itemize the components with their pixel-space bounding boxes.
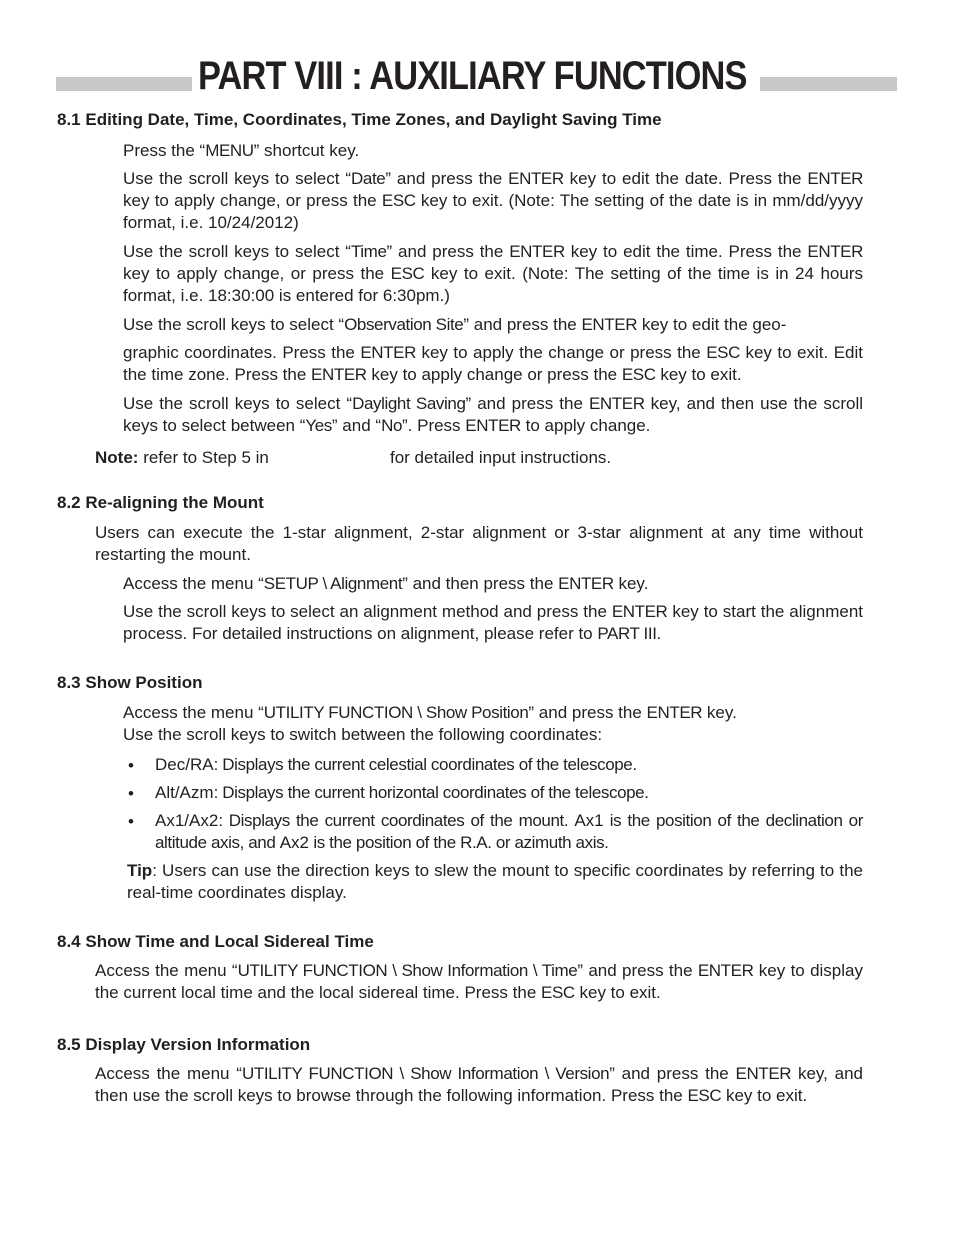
text-run: .: [656, 624, 662, 643]
s81-p4b: [123, 342, 863, 386]
text-run: key to exit. Edit the time zone. Press the: [123, 343, 863, 384]
key-term: : Displays the current horizontal coordinates of the telescope.: [213, 783, 649, 802]
key-term: Daylight Saving: [352, 394, 466, 413]
bullet-dot: •: [128, 756, 134, 775]
key-term: ENTER: [360, 343, 416, 362]
text-run: Access the menu “: [95, 961, 238, 980]
s81-p5: [123, 393, 863, 437]
key-term: ENTER: [465, 416, 521, 435]
s83-p2: Use the scroll keys to switch between the following coordinates:: [123, 725, 603, 744]
text-run: key to exit. (Note: The setting of the time is in 24 hours format, i.e. 18:30:00 is entered for 6:30pm.): [123, 264, 863, 305]
key-term: ENTER: [311, 365, 367, 384]
key-term: Yes: [305, 416, 332, 435]
key-term: ESC: [390, 264, 425, 283]
s85-p1: [95, 1063, 863, 1107]
s81-note-b: for detailed input instructions.: [390, 448, 612, 467]
text-run: ” and press the: [609, 1064, 736, 1083]
key-term: : Displays the current coordinates of the mount.: [218, 811, 575, 830]
key-term: ENTER: [807, 169, 864, 188]
text-run: ” and then press the: [402, 574, 559, 593]
key-term: No: [381, 416, 402, 435]
note-text-a: refer to Step 5 in: [143, 448, 269, 467]
key-term: ENTER: [558, 574, 614, 593]
key-term: ENTER: [646, 703, 703, 722]
key-term: ESC: [706, 343, 740, 362]
text-run: graphic coordinates. Press the: [123, 343, 361, 362]
key-term: UTILITY FUNCTION \ Show Position: [263, 703, 529, 722]
text-run: key to apply the change or press the: [415, 343, 707, 362]
s82-p3: [123, 601, 863, 645]
text-run: to apply change.: [520, 416, 651, 435]
s84-p1: [95, 960, 863, 1004]
key-term: UTILITY FUNCTION \ Show Information \ Time: [237, 961, 578, 980]
text-run: Press the “: [123, 141, 206, 160]
key-term: is the position of the R.A. or azimuth axis.: [309, 833, 609, 852]
text-run: key, and then use the scroll keys to select between “: [123, 394, 863, 435]
text-run: Ax2: [279, 833, 310, 852]
key-term: ENTER: [588, 394, 645, 413]
text-run: Use the scroll keys to select “: [123, 394, 353, 413]
key-term: ENTER: [581, 315, 638, 334]
s81-p3: [123, 241, 863, 307]
key-term: ESC: [381, 191, 416, 210]
text-run: key to edit the date. Press the: [563, 169, 808, 188]
text-run: ” and press the: [465, 394, 589, 413]
text-run: key.: [702, 703, 737, 722]
text-run: key to exit.: [655, 365, 742, 384]
section-8-2-heading: 8.2 Re-aligning the Mount: [57, 493, 264, 512]
page-header: [56, 56, 897, 96]
text-run: key to edit the time. Press the: [564, 242, 808, 261]
key-term: Date: [351, 169, 386, 188]
text-run: key to apply change, or press the: [123, 264, 391, 283]
text-run: Use the scroll keys to select an alignment method and press the: [123, 602, 612, 621]
key-term: : Displays the current celestial coordinates of the telescope.: [213, 755, 637, 774]
s83-p1: [123, 702, 863, 724]
s81-p2: [123, 168, 863, 234]
text-run: key to exit. (Note: The setting of the date is in mm/dd/yyyy format, i.e. 10/24/2012): [123, 191, 863, 232]
text-run: Access the menu “: [123, 574, 264, 593]
text-run: ” and press the: [386, 242, 510, 261]
text-run: key to start the alignment process. For detailed instructions on alignment, please refer to: [123, 602, 863, 643]
key-term: Time: [350, 242, 387, 261]
key-term: ENTER: [807, 242, 863, 261]
text-run: key, and then use the scroll keys to browse through the following information. Press the: [95, 1064, 864, 1105]
text-run: ” and press the: [385, 169, 509, 188]
text-run: Dec/RA: [155, 755, 214, 774]
note-label: Note:: [95, 448, 139, 467]
s83-tip: [127, 860, 863, 904]
key-term: ENTER: [509, 242, 565, 261]
text-run: key to apply change or press the: [366, 365, 622, 384]
key-term: SETUP \ Alignment: [263, 574, 403, 593]
text-run: ”. Press: [402, 416, 466, 435]
section-8-5-heading: 8.5 Display Version Information: [57, 1035, 311, 1054]
key-term: ESC: [687, 1086, 722, 1105]
key-term: UTILITY FUNCTION \ Show Information \ Version: [241, 1064, 610, 1083]
key-term: ENTER: [611, 602, 668, 621]
page-title: PART VIII : AUXILIARY FUNCTIONS: [198, 54, 747, 98]
key-term: ENTER: [735, 1064, 792, 1083]
s82-p2: [123, 573, 863, 595]
key-term: ENTER: [697, 961, 754, 980]
key-term: ESC: [541, 983, 575, 1002]
key-term: is the position of the declination or altitude axis, and: [155, 811, 863, 852]
key-term: Observation Site: [344, 315, 464, 334]
text-run: Access the menu “: [95, 1064, 242, 1083]
s81-note: [95, 447, 395, 469]
tip-text: : Users can use the direction keys to slew the mount to specific coordinates by referring to the real-time coordinates display.: [127, 861, 863, 902]
text-run: key to display the current local time and the local sidereal time. Press the: [95, 961, 863, 1002]
text-run: Ax1: [574, 811, 604, 830]
text-run: key to exit.: [574, 983, 661, 1002]
s82-p1: Users can execute the 1-star alignment, 2-star alignment or 3-star alignment at any time without restarting the mount.: [95, 523, 863, 564]
text-run: ” and press the: [577, 961, 698, 980]
s81-p4a: [123, 314, 863, 336]
section-8-4-heading: 8.4 Show Time and Local Sidereal Time: [57, 932, 374, 951]
text-run: Use the scroll keys to select “: [123, 242, 351, 261]
key-term: MENU: [205, 141, 254, 160]
text-run: ” shortcut key.: [253, 141, 360, 160]
text-run: ” and press the: [463, 315, 582, 334]
text-run: ” and “: [331, 416, 382, 435]
text-run: key to edit the geo-: [637, 315, 787, 334]
text-run: key to apply change, or press the: [123, 191, 382, 210]
s83-bullet-1: [155, 754, 863, 776]
text-run: Use the scroll keys to select “: [123, 169, 352, 188]
s83-bullet-2: [155, 782, 863, 804]
header-rule-left: [56, 77, 192, 91]
s83-bullet-3: [155, 810, 863, 854]
text-run: Alt/Azm: [155, 783, 214, 802]
key-term: ESC: [621, 365, 656, 384]
text-run: Ax1/Ax2: [155, 811, 219, 830]
key-term: PART III: [597, 624, 657, 643]
text-run: Access the menu “: [123, 703, 264, 722]
text-run: Use the scroll keys to select “: [123, 315, 345, 334]
bullet-dot: •: [128, 812, 134, 831]
section-8-3-heading: 8.3 Show Position: [57, 673, 203, 692]
tip-label: Tip: [127, 861, 153, 880]
s81-p1: [123, 140, 863, 162]
text-run: key.: [613, 574, 649, 593]
header-rule-right: [760, 77, 897, 91]
text-run: key to exit.: [721, 1086, 808, 1105]
bullet-dot: •: [128, 784, 134, 803]
text-run: ” and press the: [528, 703, 647, 722]
section-8-1-heading: 8.1 Editing Date, Time, Coordinates, Time Zones, and Daylight Saving Time: [57, 110, 662, 129]
key-term: ENTER: [508, 169, 564, 188]
